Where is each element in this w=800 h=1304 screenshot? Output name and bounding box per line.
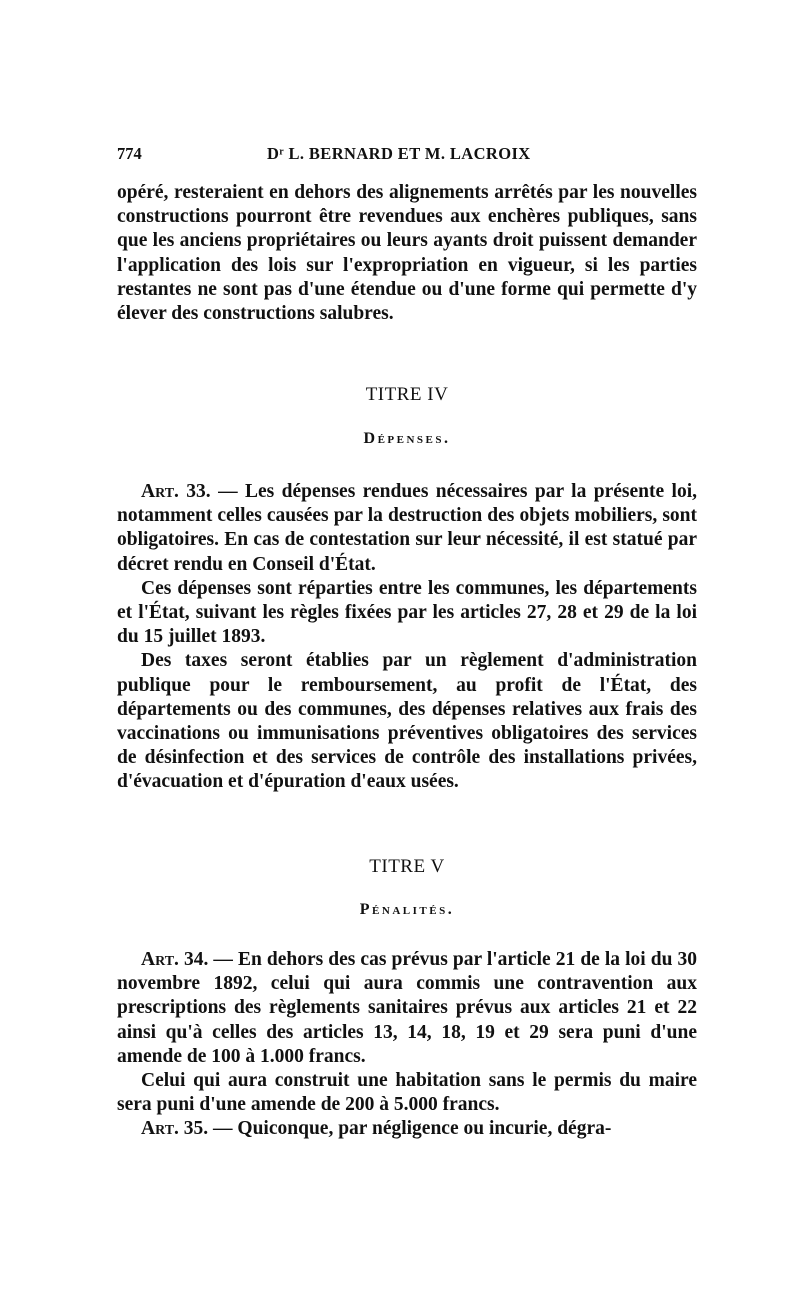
article-33-paragraph-3: Des taxes seront établies par un règlement d'administration publique pour le remboursement, au profit de l'État, des départements ou des communes, des dépenses relatives aux frais des vaccinations ou immunisations préventives obligatoires des services de désinfection et des services de contrôle des installations privées, d'évacuation et d'épuration d'eaux usées. [117,650,697,793]
paragraph-continuation [117,181,697,326]
paragraph-text: opéré, resteraient en dehors des alignements arrêtés par les nouvelles constructions pourront être revendues aux enchères publiques, sans que les anciens propriétaires ou leurs ayants droit puissent demander l'application des lois sur l'expropriation en vigueur, si les parties restantes ne sont pas d'une étendue ou d'une forme qui permette d'y élever des constructions salubres. [117,182,697,325]
article-34-paragraph-2: Celui qui aura construit une habitation sans le permis du maire sera puni d'une amende de 200 à 5.000 francs. [117,1070,697,1116]
depenses-heading: Dépenses. [363,430,451,447]
article-33 [117,480,697,795]
running-title: Dʳ L. BERNARD ET M. LACROIX [267,144,531,163]
article-33-text: — Les dépenses rendues nécessaires par la présente loi, notamment celles causées par la destruction des objets mobiliers, sont obligatoires. En cas de contestation sur leur nécessité, il est statué par décret rendu en Conseil d'État. [117,481,697,575]
titre-iv-heading: TITRE IV [365,384,449,405]
article-35-label: Art. 35. [141,1118,209,1140]
article-35-text: — Quiconque, par négligence ou incurie, dégra- [208,1118,612,1140]
article-33-paragraph [117,480,697,577]
article-34 [117,948,697,1142]
running-head [117,144,697,168]
article-34-text: — En dehors des cas prévus par l'article 21 de la loi du 30 novembre 1892, celui qui aura commis une contravention aux prescriptions des règlements sanitaires prévus aux articles 21 et 22 ainsi qu'à celles des articles 13, 14, 18, 19 et 29 sera puni d'une amende de 100 à 1.000 francs. [117,949,697,1067]
page-number: 774 [117,144,142,163]
article-33-paragraph-2: Ces dépenses sont réparties entre les communes, les départements et l'État, suivant les règles fixées par les articles 27, 28 et 29 de la loi du 15 juillet 1893. [117,577,697,648]
article-34-paragraph [117,948,697,1069]
penalites-heading: Pénalités. [359,901,455,918]
article-34-label: Art. 34. [141,949,209,970]
article-35-paragraph [117,1117,697,1141]
article-33-label: Art. 33. [141,481,211,502]
titre-v-heading: TITRE V [369,856,445,877]
